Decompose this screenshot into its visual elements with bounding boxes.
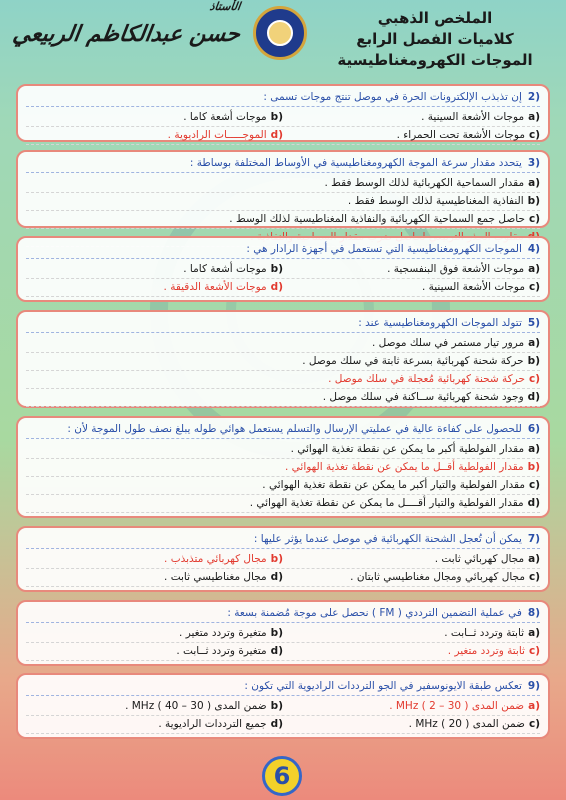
answer-option xyxy=(283,716,540,733)
option-text: وجود شحنة كهربائية ســاكنة في سلك موصل . xyxy=(322,391,524,403)
question-stem xyxy=(26,315,540,333)
answer-option xyxy=(283,127,540,144)
option-text: مقدار الفولطية أقــل ما يمكن عن نقطة تغذية الهوائي . xyxy=(284,461,524,473)
option-label: (a xyxy=(528,627,540,639)
option-label: (c xyxy=(528,281,540,293)
question-stem xyxy=(26,421,540,439)
answer-option xyxy=(26,371,540,389)
answer-option xyxy=(26,643,283,660)
answer-option xyxy=(26,551,283,568)
answer-row xyxy=(26,625,540,643)
answer-option xyxy=(26,193,540,211)
option-label: (d xyxy=(270,718,283,730)
option-label: (d xyxy=(270,129,283,141)
question-card xyxy=(16,310,550,408)
option-label: (b xyxy=(270,263,283,275)
option-text: ضمن المدى MHz ( 20 ) . xyxy=(408,718,525,730)
option-text: مقدار السماحية الكهربائية لذلك الوسط فقط . xyxy=(324,177,525,189)
option-label: (d xyxy=(527,391,540,403)
answer-option xyxy=(26,716,283,733)
option-label: (d xyxy=(527,497,540,509)
page-number: 6 xyxy=(262,756,302,796)
question-text: تعكس طبقة الايونوسفير في الجو الترددات الراديوية التي تكون : xyxy=(244,680,522,692)
option-text: مقدار الفولطية أكبر ما يمكن عن نقطة تغذية الهوائي . xyxy=(290,443,525,455)
option-label: (b xyxy=(270,700,283,712)
question-number: (2 xyxy=(527,91,540,103)
answer-row xyxy=(26,551,540,569)
question-stem xyxy=(26,155,540,173)
answer-option xyxy=(26,261,283,278)
option-text: الموجـــــات الراديوية . xyxy=(167,129,267,141)
option-label: (b xyxy=(527,195,540,207)
option-text: متغيرة وتردد ثــابت . xyxy=(176,645,267,657)
option-text: حركة شحنة كهربائية مُعجلة في سلك موصل . xyxy=(328,373,525,385)
question-card xyxy=(16,600,550,666)
answer-option xyxy=(283,109,540,126)
option-label: (b xyxy=(527,461,540,473)
signature-name: حسن عبدالكاظم الربيعي xyxy=(11,21,242,47)
answer-option xyxy=(26,335,540,353)
option-text: مقدار الفولطية والتيار أقــــل ما يمكن عن نقطة تغذية الهوائي . xyxy=(249,497,524,509)
answer-option xyxy=(26,175,540,193)
question-number: (8 xyxy=(527,607,540,619)
question-number: (5 xyxy=(527,317,540,329)
question-text: الموجات الكهرومغناطيسية التي تستعمل في أجهزة الرادار هي : xyxy=(246,243,522,255)
answer-option xyxy=(283,643,540,660)
option-text: ضمن المدى MHz ( 2 – 30 ) . xyxy=(389,700,525,712)
question-number: (9 xyxy=(527,680,540,692)
option-text: مرور تيار مستمر في سلك موصل . xyxy=(371,337,525,349)
option-label: (a xyxy=(528,263,540,275)
question-stem xyxy=(26,605,540,623)
signature-title: الأستاذ xyxy=(208,0,242,13)
option-text: متغيرة وتردد متغير . xyxy=(179,627,267,639)
answer-row xyxy=(26,127,540,145)
seal-logo xyxy=(253,6,307,60)
option-text: حاصل جمع السماحية الكهربائية والنفاذية المغناطيسية لذلك الوسط . xyxy=(229,213,525,225)
option-label: (b xyxy=(527,355,540,367)
question-text: يمكن أن تُعجل الشحنة الكهربائية في موصل عندما يؤثر عليها : xyxy=(253,533,522,545)
question-text: للحصول على كفاءة عالية في عمليتي الإرسال والتسلم يستعمل هوائي طوله يبلغ نصف طول الموجة لأن : xyxy=(67,423,522,435)
answer-row xyxy=(26,261,540,279)
answer-option xyxy=(26,389,540,407)
answer-row xyxy=(26,716,540,734)
option-text: ثابتة وتردد متغير . xyxy=(447,645,525,657)
option-label: (c xyxy=(528,479,540,491)
option-label: (b xyxy=(270,111,283,123)
answer-option xyxy=(26,698,283,715)
title-line-1: الملخص الذهبي xyxy=(377,9,493,27)
option-text: موجات الأشعة فوق البنفسجية . xyxy=(387,263,525,275)
option-text: موجات الأشعة السينية . xyxy=(421,111,525,123)
question-text: إن تذبذب الإلكترونات الحرة في موصل تنتج موجات تسمى : xyxy=(263,91,522,103)
question-card xyxy=(16,673,550,739)
answer-option xyxy=(26,353,540,371)
title-line-2: كلاميات الفصل الرابع xyxy=(356,30,514,48)
question-number: (6 xyxy=(527,423,540,435)
question-text: تتولد الموجات الكهرومغناطيسية عند : xyxy=(358,317,522,329)
option-label: (a xyxy=(528,700,540,712)
option-text: مجال كهربائي ثابت . xyxy=(434,553,525,565)
option-label: (a xyxy=(528,337,540,349)
option-label: (c xyxy=(528,129,540,141)
answer-option xyxy=(283,279,540,296)
option-label: (c xyxy=(528,373,540,385)
option-text: ضمن المدى MHz ( 40 – 30 ) . xyxy=(125,700,267,712)
answer-option xyxy=(26,127,283,144)
option-label: (a xyxy=(528,177,540,189)
question-card xyxy=(16,150,550,228)
option-text: مجال مغناطيسي ثابت . xyxy=(164,571,267,583)
header-titles xyxy=(320,8,550,71)
answer-option xyxy=(26,459,540,477)
author-signature xyxy=(8,0,245,68)
option-text: موجات الأشعة السينية . xyxy=(421,281,525,293)
question-stem xyxy=(26,678,540,696)
answer-option xyxy=(26,109,283,126)
answer-row xyxy=(26,109,540,127)
option-text: مقدار الفولطية والتيار أكبر ما يمكن عن نقطة تغذية الهوائي . xyxy=(262,479,525,491)
answer-row xyxy=(26,698,540,716)
title-line-3: الموجات الكهرومغناطيسية xyxy=(337,51,533,69)
option-label: (b xyxy=(270,627,283,639)
option-label: (c xyxy=(528,213,540,225)
option-label: (d xyxy=(270,571,283,583)
answer-option xyxy=(26,211,540,229)
option-text: موجات أشعة كاما . xyxy=(183,263,267,275)
question-stem xyxy=(26,531,540,549)
option-text: ثابتة وتردد ثــابت . xyxy=(444,627,525,639)
option-label: (d xyxy=(270,281,283,293)
answer-row xyxy=(26,279,540,297)
option-label: (a xyxy=(528,553,540,565)
answer-option xyxy=(283,261,540,278)
option-label: (b xyxy=(270,553,283,565)
question-stem xyxy=(26,89,540,107)
answer-option xyxy=(283,569,540,586)
question-text: في عملية التضمين الترددي ( FM ) نحصل على موجة مُضمنة بسعة : xyxy=(227,607,522,619)
question-stem xyxy=(26,241,540,259)
page-header xyxy=(0,0,566,78)
answer-row xyxy=(26,569,540,587)
option-label: (c xyxy=(528,645,540,657)
option-text: حركة شحنة كهربائية بسرعة ثابتة في سلك موصل . xyxy=(302,355,524,367)
option-text: موجات أشعة كاما . xyxy=(183,111,267,123)
option-text: مجال كهربائي ومجال مغناطيسي ثابتان . xyxy=(350,571,525,583)
option-label: (c xyxy=(528,718,540,730)
option-text: موجات الأشعة الدقيقة . xyxy=(163,281,267,293)
answer-option xyxy=(26,569,283,586)
option-text: جميع الترددات الراديوية . xyxy=(158,718,267,730)
question-card xyxy=(16,84,550,142)
option-label: (a xyxy=(528,111,540,123)
option-label: (d xyxy=(270,645,283,657)
question-number: (3 xyxy=(527,157,540,169)
option-label: (a xyxy=(528,443,540,455)
answer-option xyxy=(26,441,540,459)
answer-option xyxy=(283,551,540,568)
answer-option xyxy=(26,477,540,495)
answer-option xyxy=(26,279,283,296)
question-text: يتحدد مقدار سرعة الموجة الكهرومغناطيسية في الأوساط المختلفة بوساطة : xyxy=(189,157,522,169)
question-card xyxy=(16,236,550,302)
question-number: (7 xyxy=(527,533,540,545)
question-card xyxy=(16,416,550,518)
option-text: مجال كهربائي متذبذب . xyxy=(164,553,267,565)
answer-option xyxy=(283,698,540,715)
answer-row xyxy=(26,643,540,661)
option-label: (c xyxy=(528,571,540,583)
option-text: موجات الأشعة تحت الحمراء . xyxy=(396,129,525,141)
question-number: (4 xyxy=(527,243,540,255)
answer-option xyxy=(26,495,540,513)
answer-option xyxy=(283,625,540,642)
option-text: النفاذية المغناطيسية لذلك الوسط فقط . xyxy=(347,195,524,207)
question-card xyxy=(16,526,550,592)
answer-option xyxy=(26,625,283,642)
